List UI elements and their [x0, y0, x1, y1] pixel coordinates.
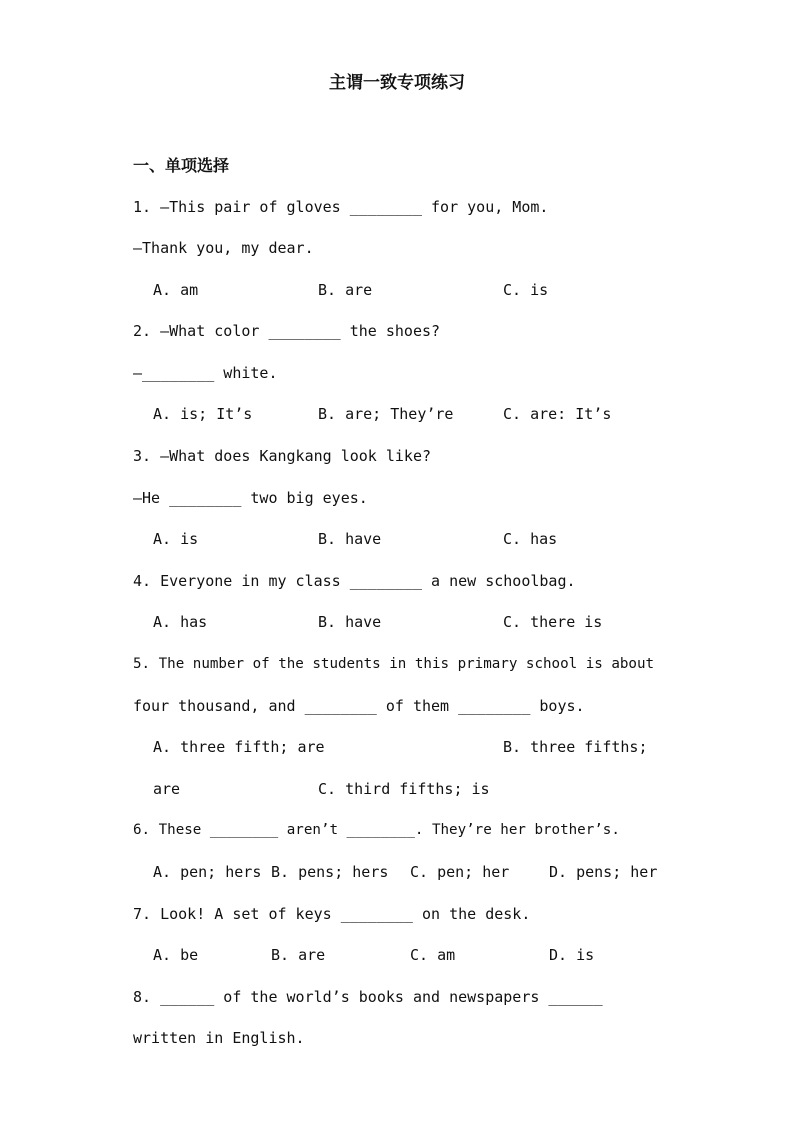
question-4-stem: 4. Everyone in my class ________ a new schoolbag. [133, 572, 576, 590]
question-6-option-a: A. pen; hers [153, 863, 262, 881]
question-6-option-c: C. pen; her [410, 863, 510, 881]
question-6-option-d: D. pens; her [549, 863, 658, 881]
question-2-option-b: B. are; They’re [318, 405, 454, 423]
question-1-response: —Thank you, my dear. [133, 239, 314, 257]
question-7-option-a: A. be [153, 946, 199, 964]
question-2-option-c: C. are: It’s [503, 405, 612, 423]
question-5-stem-line-2: four thousand, and ________ of them ________ boys. [133, 697, 585, 715]
question-1-option-b: B. are [318, 281, 373, 299]
question-7-option-c: C. am [410, 946, 456, 964]
question-5-stem-line-1: 5. The number of the students in this primary school is about [133, 656, 655, 672]
question-3-option-c: C. has [503, 530, 558, 548]
question-5-option-a: A. three fifth; are [153, 738, 325, 756]
question-6-option-b: B. pens; hers [271, 863, 389, 881]
question-2-stem: 2. —What color ________ the shoes? [133, 322, 441, 340]
question-1-stem: 1. —This pair of gloves ________ for you, Mom. [133, 198, 549, 216]
question-5-option-b: B. three fifths; [503, 738, 648, 756]
question-6-stem: 6. These ________ aren’t ________. They’re her brother’s. [133, 822, 620, 838]
section-heading: 一、单项选择 [133, 156, 230, 175]
question-3-response: —He ________ two big eyes. [133, 489, 368, 507]
question-8-stem-line-2: written in English. [133, 1029, 305, 1047]
question-1-option-c: C. is [503, 281, 549, 299]
page-title: 主谓一致专项练习 [329, 73, 465, 93]
question-7-option-d: D. is [549, 946, 595, 964]
question-5-option-b-continued: are [153, 780, 181, 798]
question-2-response: —________ white. [133, 364, 278, 382]
question-8-stem-line-1: 8. ______ of the world’s books and newspapers ______ [133, 988, 603, 1006]
question-3-option-a: A. is [153, 530, 199, 548]
question-1-option-a: A. am [153, 281, 199, 299]
question-4-option-c: C. there is [503, 613, 603, 631]
question-2-option-a: A. is; It’s [153, 405, 253, 423]
question-7-stem: 7. Look! A set of keys ________ on the desk. [133, 905, 531, 923]
question-3-stem: 3. —What does Kangkang look like? [133, 447, 432, 465]
question-3-option-b: B. have [318, 530, 382, 548]
question-5-option-c: C. third fifths; is [318, 780, 490, 798]
question-4-option-a: A. has [153, 613, 208, 631]
question-4-option-b: B. have [318, 613, 382, 631]
question-7-option-b: B. are [271, 946, 326, 964]
